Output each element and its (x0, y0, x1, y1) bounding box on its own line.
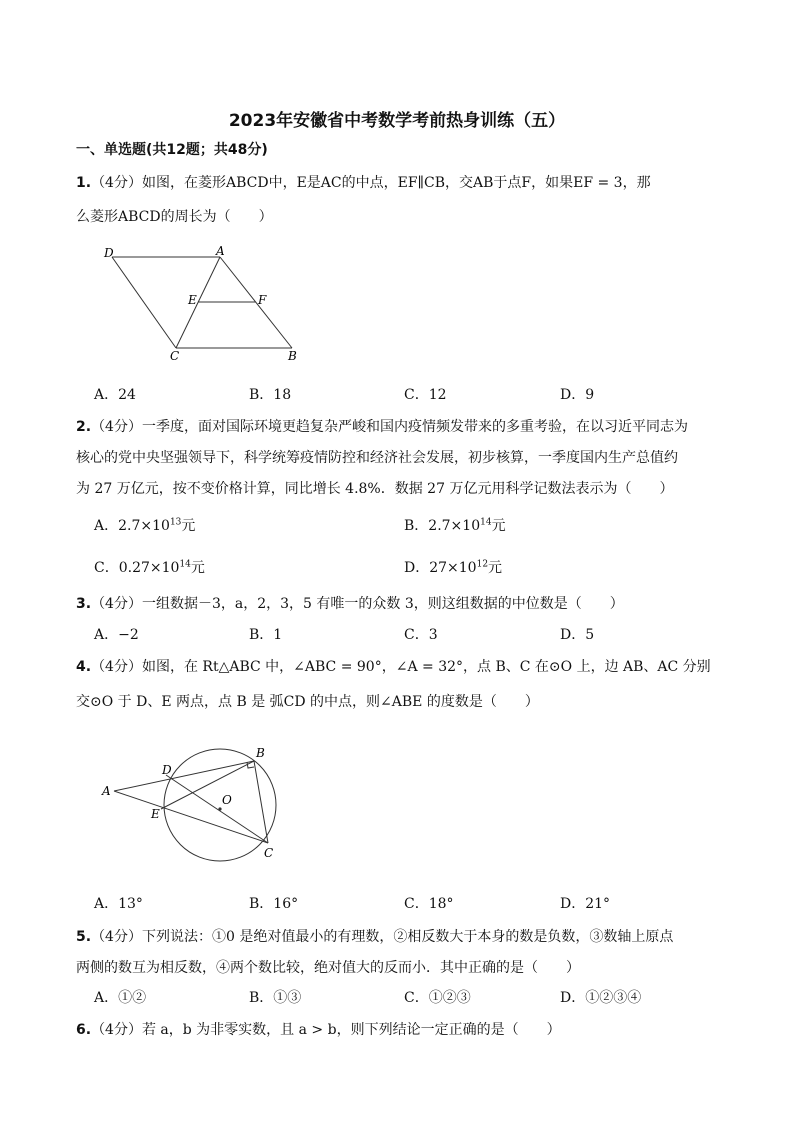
label-d: D (104, 246, 114, 260)
question-1-text-1: （4分）如图，在菱形ABCD中，E是AC的中点，EF∥CB，交AB于点F，如果EF = 3，那 (91, 175, 651, 191)
q5-option-c: C．①②③ (404, 990, 471, 1006)
q2-option-a-exponent: 13 (169, 517, 182, 528)
q2-option-d-exponent: 12 (476, 559, 489, 570)
q2-option-b-mantissa: 2.7×10 (428, 518, 481, 534)
q2-option-d-unit: 元 (488, 560, 503, 576)
q2-option-b-exponent: 14 (480, 517, 492, 528)
label-c: C (264, 846, 274, 860)
q2-option-d (404, 557, 502, 577)
question-6-text-1: （4分）若 a，b 为非零实数，且 a > b，则下列结论一定正确的是（ ） (91, 1022, 561, 1038)
question-6-line-1 (76, 1019, 561, 1039)
q2-option-c-label: C． (94, 560, 119, 576)
label-e: E (151, 807, 160, 821)
question-5-line-1 (76, 926, 673, 946)
label-b: B (288, 349, 297, 362)
q4-option-d: D．21° (560, 896, 611, 912)
q5-option-d: D．①②③④ (560, 990, 642, 1006)
question-2-number: 2. (76, 419, 92, 435)
question-2-line-1 (76, 416, 688, 436)
q4-option-c: C．18° (404, 896, 454, 912)
question-1-text-2: 么菱形ABCD的周长为（ ） (76, 209, 273, 225)
q5-option-b: B．①③ (249, 990, 302, 1006)
question-2-text-1: （4分）一季度，面对国际环境更趋复杂严峻和国内疫情频发带来的多重考验，在以习近平同志为 (91, 419, 688, 435)
label-d: D (162, 763, 172, 777)
question-1-line-1 (76, 172, 651, 192)
label-a: A (102, 784, 111, 798)
question-3-line-1 (76, 593, 624, 613)
q2-option-b-label: B． (404, 518, 429, 534)
q3-option-d: D．5 (560, 627, 595, 643)
q5-option-a: A．①② (94, 990, 147, 1006)
question-4-line-1 (76, 656, 711, 676)
q2-option-c-exponent: 14 (179, 559, 191, 570)
question-5-text-1: （4分）下列说法：①0 是绝对值最小的有理数，②相反数大于本身的数是负数，③数轴上原点 (91, 929, 674, 945)
q3-option-c: C．3 (404, 627, 438, 643)
q1-option-a: A．24 (94, 387, 136, 403)
label-f: F (258, 293, 267, 307)
q2-option-c-unit: 元 (190, 560, 205, 576)
q4-option-a: A．13° (94, 896, 143, 912)
question-4-text-2: 交⊙O 于 D、E 两点，点 B 是 弧CD 的中点，则∠ABE 的度数是（ ） (76, 694, 539, 710)
label-b: B (256, 746, 265, 760)
q3-option-a: A．−2 (94, 627, 139, 643)
question-3-number: 3. (76, 596, 92, 612)
question-4-number: 4. (76, 659, 92, 675)
q2-option-a (94, 515, 195, 535)
q2-option-d-mantissa: 27×10 (429, 560, 477, 576)
question-2-text-2: 核心的党中央坚强领导下，科学统筹疫情防控和经济社会发展，初步核算，一季度国内生产总值约 (76, 450, 678, 466)
label-e: E (188, 293, 197, 307)
q4-option-b: B．16° (249, 896, 299, 912)
q2-option-a-unit: 元 (181, 518, 196, 534)
page-title: 2023年安徽省中考数学考前热身训练（五） (228, 111, 566, 131)
question-5-number: 5. (76, 929, 92, 945)
q2-option-c (94, 557, 205, 577)
question-2-text-3: 为 27 万亿元，按不变价格计算，同比增长 4.8%．数据 27 万亿元用科学记数法表示为（ ） (76, 481, 674, 497)
q1-option-c: C．12 (404, 387, 447, 403)
q3-option-b: B．1 (249, 627, 283, 643)
q2-option-a-label: A． (94, 518, 119, 534)
question-6-number: 6. (76, 1022, 92, 1038)
label-a: A (216, 244, 225, 258)
question-1-number: 1. (76, 175, 92, 191)
rhombus-figure (96, 244, 308, 362)
q2-option-d-label: D． (404, 560, 430, 576)
label-o: O (222, 793, 232, 807)
q2-option-c-mantissa: 0.27×10 (118, 560, 180, 576)
q1-option-d: D．9 (560, 387, 595, 403)
q2-option-b-unit: 元 (491, 518, 506, 534)
question-3-text-1: （4分）一组数据－3，a，2，3，5 有唯一的众数 3，则这组数据的中位数是（ ） (91, 596, 624, 612)
q2-option-a-mantissa: 2.7×10 (118, 518, 170, 534)
circle-triangle-figure (96, 740, 296, 870)
label-c: C (170, 349, 180, 362)
q2-option-b (404, 515, 506, 535)
question-5-text-2: 两侧的数互为相反数，④两个数比较，绝对值大的反而小．其中正确的是（ ） (76, 960, 580, 976)
section-heading: 一、单选题(共12题；共48分) (76, 142, 268, 158)
question-4-text-1: （4分）如图，在 Rt△ABC 中，∠ABC = 90°，∠A = 32°，点 B、C 在⊙O 上，边 AB、AC 分别 (91, 659, 711, 675)
q1-option-b: B．18 (249, 387, 292, 403)
